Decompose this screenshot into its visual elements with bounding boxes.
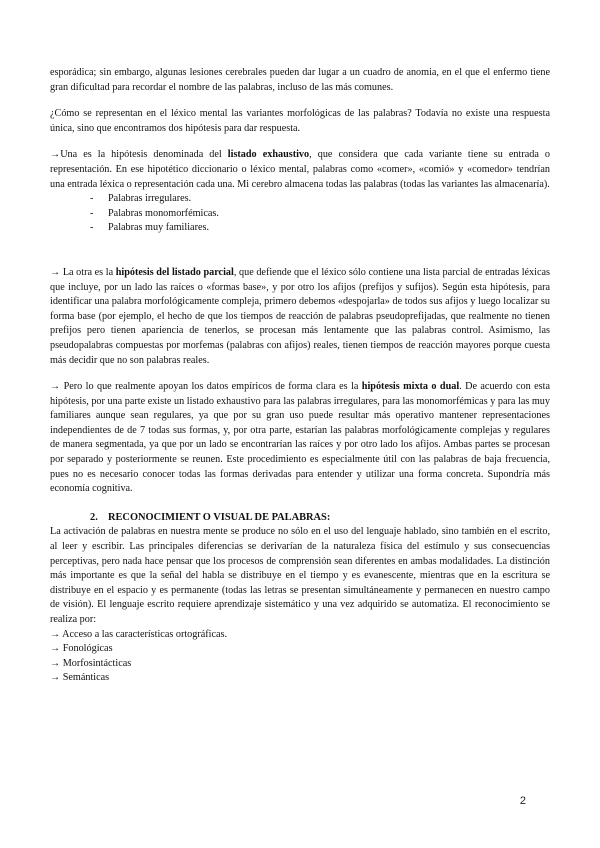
section-heading (50, 511, 550, 526)
list-item-text: Palabras muy familiares. (108, 222, 209, 234)
paragraph-anomia: esporádica; sin embargo, algunas lesiones cerebrales pueden dar lugar a un cuadro de anomia, en el que el enfermo tiene gran dificultad para recordar el nombre de las palabras, incluso de las más comunes. (50, 67, 550, 93)
text-run: →Una es la hipótesis denominada del (50, 149, 228, 161)
paragraph-hypothesis-dual (50, 380, 550, 497)
bold-term-dual: hipótesis mixta o dual (361, 381, 460, 393)
document-page (50, 66, 550, 686)
paragraph-question: ¿Cómo se representan en el léxico mental las variantes morfológicas de las palabras? Todavía no existe una respuesta única, sino que encontramos dos hipótesis para dar respuesta. (50, 108, 550, 134)
list-item (90, 221, 550, 236)
text-run: , que considera que cada variante tiene su entrada o representación. En ese hipotético diccionario o léxico mental, palabras como «comer», «comió» y «comedor» tendrían una entrada léxica o representación cada una. Mi cerebro almacena todas las palabras (todas las variantes las almacenaría). (50, 149, 550, 190)
bold-term-exhaustive: listado exhaustivo (227, 149, 310, 161)
bold-term-partial: hipótesis del listado parcial (115, 266, 234, 278)
list-item-text: Palabras irregulares. (108, 193, 192, 205)
paragraph-visual-recognition: La activación de palabras en nuestra mente se produce no sólo en el uso del lenguaje hablado, sino también en el escrito, al leer y escribir. Las principales diferencias se derivarían de la naturaleza física del estímulo y sus consecuencias perceptivas, pero nada hace pensar que los procesos de comprensión sean diferentes en ambas modalidades. La distinción más importante es que la señal del habla se distribuye en el tiempo y es evanescente, mientras que en la escritura se distribuye en el espacio y es permanente (todas las letras se presentan simultáneamente y permanecen en nuestro campo de visión). El lenguaje escrito requiere aprendizaje sistemático y una vez adquirido se automatiza. El reconocimiento se realiza por: (50, 526, 550, 625)
section-number: 2. (90, 511, 98, 523)
list-item: → Semánticas (50, 672, 110, 684)
text-run: , que defiende que el léxico sólo contiene una lista parcial de entradas léxicas que incluye, por un lado las raíces o «formas base», y por otro los afijos (prefijos y sufijos). Según esta hipótesis, para identificar una palabra morfológicamente compleja, primero debemos «despojarla» de todos sus afijos y luego localizar su forma base (por ejemplo, el hecho de que los tiempos de reacción de palabras pseudoprefijadas, que realmente no tienen prefijos pero tienen apariencia de tenerlos, se procesan más lentamente que las palabras control. Asimismo, las pseudopalabras compuestas por morfemas (palabras con afijos) reales, tienen tiempos de reacción mayores porque cuesta más decidir que no son palabras reales. (50, 266, 550, 366)
list-item: → Morfosintácticas (50, 657, 132, 669)
paragraph-hypothesis-exhaustive (50, 148, 550, 192)
text-run: . De acuerdo con esta hipótesis, por una parte existe un listado exhaustivo para las palabras irregulares, para las monomorfémicas y para las muy familiares aunque sean regulares, ya que por su gran uso puede resultar más operativo mantener representaciones independientes de de 7 todas sus formas, y, por otra parte, estarían las palabras morfológicamente complejas y regulares de manera segmentada, ya que por un lado se encontrarían las raíces y por otro lado los afijos. Ambas partes se procesan por separado y posteriormente se reunen. Este procedimiento es especialmente útil con las palabras de baja frecuencia, pues no es necesario conocer todas las formas derivadas para entender y utilizar una forma concreta. Supondría más economía cognitiva. (50, 381, 550, 495)
paragraph-hypothesis-partial (50, 266, 550, 368)
list-item: → Fonológicas (50, 643, 113, 655)
list-item: → Acceso a las características ortográficas. (50, 628, 228, 640)
dash-marker: - (90, 222, 94, 234)
list-item (90, 192, 550, 207)
arrow-list (50, 628, 550, 686)
dash-marker: - (90, 207, 94, 219)
dash-marker: - (90, 193, 94, 205)
list-item (90, 207, 550, 222)
page-number: 2 (519, 795, 526, 807)
section-title: RECONOCIMIENT O VISUAL DE PALABRAS: (108, 511, 331, 523)
dash-list (50, 192, 550, 236)
text-run: → Pero lo que realmente apoyan los datos empíricos de forma clara es la (50, 381, 362, 393)
list-item-text: Palabras monomorfémicas. (108, 207, 219, 219)
text-run: → La otra es la (50, 266, 116, 278)
